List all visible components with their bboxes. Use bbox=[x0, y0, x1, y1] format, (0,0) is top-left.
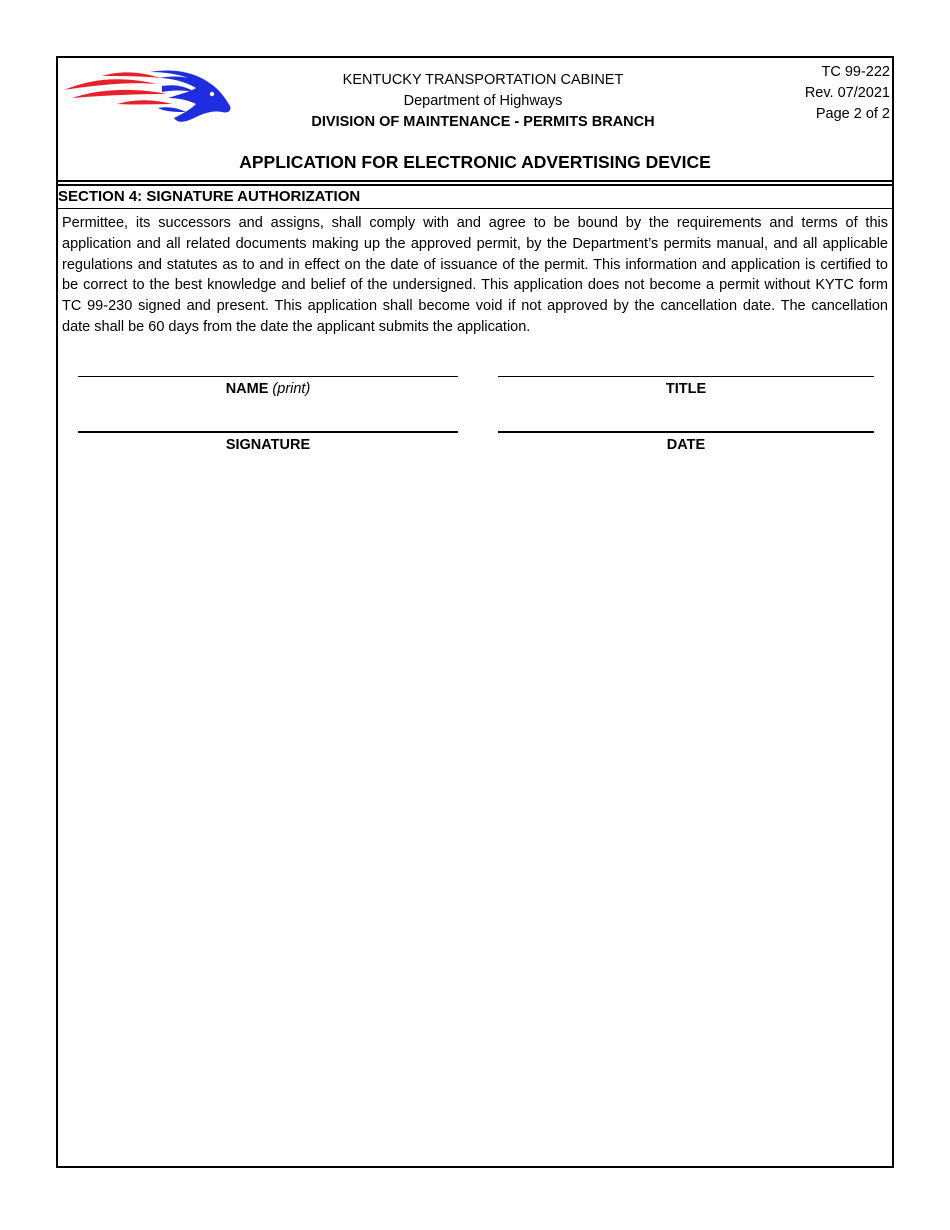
form-frame bbox=[56, 56, 894, 1168]
division-name: DIVISION OF MAINTENANCE - PERMITS BRANCH bbox=[311, 114, 655, 130]
agency-block bbox=[288, 70, 678, 133]
title-label: TITLE bbox=[665, 381, 707, 397]
form-header bbox=[58, 58, 892, 182]
department-name: Department of Highways bbox=[403, 93, 563, 109]
form-revision: Rev. 07/2021 bbox=[804, 85, 890, 101]
section-title: SECTION 4: SIGNATURE AUTHORIZATION bbox=[58, 188, 361, 205]
name-signature-line[interactable] bbox=[78, 376, 458, 377]
name-label bbox=[78, 380, 458, 398]
form-reference bbox=[805, 62, 890, 125]
page-number: Page 2 of 2 bbox=[815, 106, 890, 122]
date-line[interactable] bbox=[498, 431, 874, 433]
authorization-terms: Permittee, its successors and assigns, shall comply with and agree to be bound by the requirements and terms of this application and all related documents making up the approved permit, by the Department’s permits manual, and all applicable regulations and statutes as to and in effect on the date of issuance of the permit. This information and application is certified to be correct to the best knowledge and belief of the undersigned. This application does not become a permit without KYTC form TC 99-230 signed and present. This application shall become void if not approved by the cancellation date. The cancellation date shall be 60 days from the date the applicant submits the application. bbox=[62, 215, 888, 335]
document-title: APPLICATION FOR ELECTRONIC ADVERTISING DEVICE bbox=[239, 152, 711, 172]
section-header bbox=[58, 184, 892, 209]
name-label-note: (print) bbox=[272, 381, 311, 397]
agency-name: KENTUCKY TRANSPORTATION CABINET bbox=[342, 72, 624, 88]
signature-label: SIGNATURE bbox=[225, 437, 311, 453]
signature-line[interactable] bbox=[78, 431, 458, 433]
form-number: TC 99-222 bbox=[821, 64, 890, 80]
title-signature-line[interactable] bbox=[498, 376, 874, 377]
date-label: DATE bbox=[666, 437, 706, 453]
name-label-text: NAME bbox=[225, 381, 269, 397]
kytc-horse-head-logo-icon bbox=[62, 68, 234, 126]
